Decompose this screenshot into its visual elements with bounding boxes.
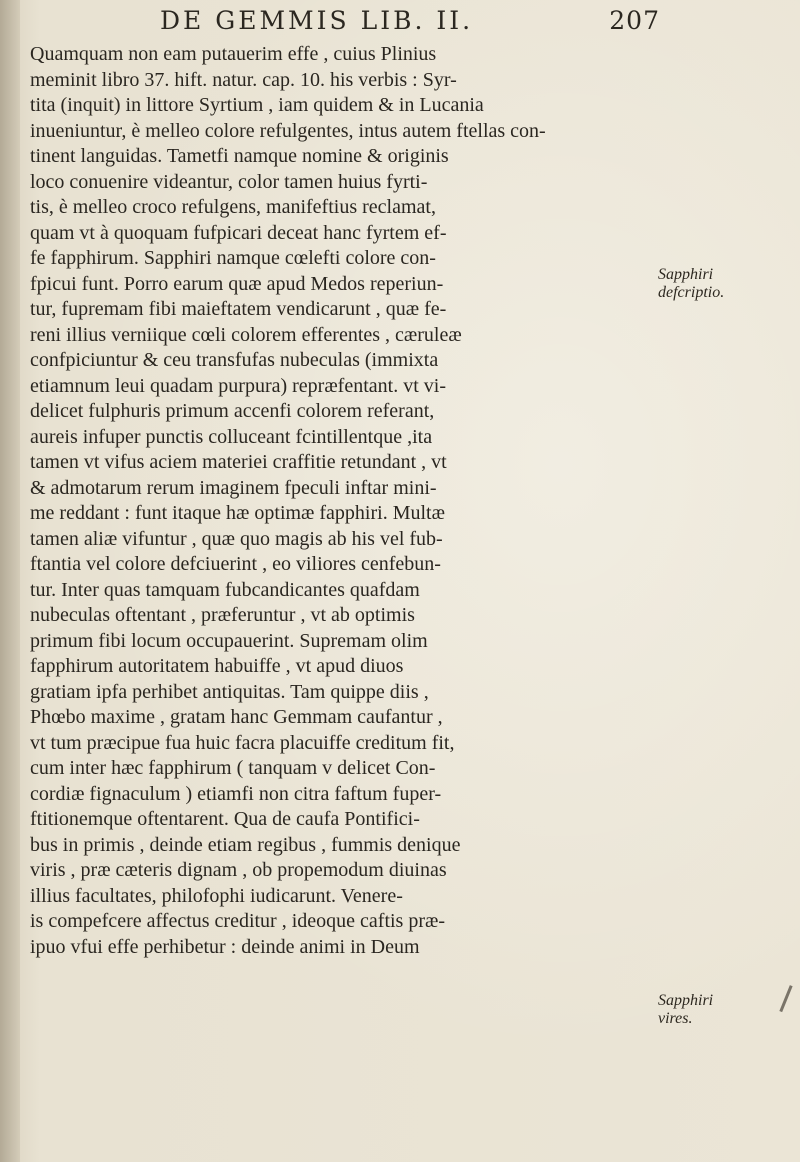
- text-line: Quamquam non eam putauerim effe , cuius Plinius: [30, 43, 437, 65]
- text-line: Phœbo maxime , gratam hanc Gemmam caufantur ,: [30, 706, 443, 728]
- text-line: confpiciuntur & ceu transfufas nubeculas (immixta: [30, 349, 439, 371]
- text-line: gratiam ipfa perhibet antiquitas. Tam quippe diis ,: [30, 680, 429, 703]
- text-line: loco conuenire videantur, color tamen huius fyrti-: [30, 170, 428, 193]
- text-line: illius facultates, philofophi iudicarunt. Venere-: [30, 884, 403, 907]
- text-line: aureis infuper punctis colluceant fcintillentque ,ita: [30, 425, 433, 448]
- text-line: tamen aliæ vifuntur , quæ quo magis ab his vel fub-: [30, 527, 443, 550]
- running-title: DE GEMMIS LIB. II.: [160, 6, 474, 35]
- text-line: tur, fupremam fibi maieftatem vendicarunt , quæ fe-: [30, 298, 447, 320]
- text-line: fpicui funt. Porro earum quæ apud Medos reperiun-: [30, 272, 444, 295]
- text-line: tinent languidas. Tametfi namque nomine & originis: [30, 145, 449, 167]
- text-line: fapphirum autoritatem habuiffe , vt apud diuos: [30, 655, 404, 677]
- margin-note-line: Sapphiri: [658, 266, 714, 283]
- text-line: fe fapphirum. Sapphiri namque cœlefti colore con-: [30, 247, 436, 269]
- text-line: etiamnum leui quadam purpura) repræfentant. vt vi-: [30, 374, 446, 397]
- margin-note-line: vires.: [658, 1010, 693, 1027]
- text-line: is compefcere affectus creditur , ideoque caftis præ-: [30, 910, 445, 932]
- text-line: reni illius verniique cœli colorem efferentes , cæruleæ: [30, 323, 462, 346]
- text-line: inueniuntur, è melleo colore refulgentes, intus autem ftellas con-: [30, 119, 546, 142]
- page-number: 207: [609, 6, 660, 35]
- text-line: bus in primis , deinde etiam regibus , fummis denique: [30, 833, 461, 856]
- text-line: vt tum præcipue fua huic facra placuiffe creditum fit,: [30, 731, 455, 754]
- text-line: ipuo vfui effe perhibetur : deinde animi in Deum: [30, 935, 420, 958]
- text-line: delicet fulphuris primum accenfi colorem referant,: [30, 400, 435, 422]
- text-line: viris , præ cæteris dignam , ob propemodum diuinas: [30, 859, 447, 881]
- text-line: quam vt à quoquam fufpicari deceat hanc fyrtem ef-: [30, 221, 447, 244]
- text-line: & admotarum rerum imaginem fpeculi inftar mini-: [30, 476, 437, 499]
- margin-note-line: Sapphiri: [658, 992, 714, 1009]
- margin-note-description: [658, 266, 798, 302]
- body-text: [30, 42, 652, 960]
- text-line: tur. Inter quas tamquam fubcandicantes quafdam: [30, 578, 420, 601]
- text-line: cordiæ fignaculum ) etiamfi non citra faftum fuper-: [30, 782, 442, 805]
- text-line: nubeculas oftentant , præferuntur , vt ab optimis: [30, 604, 415, 626]
- text-line: primum fibi locum occupauerint. Supremam olim: [30, 629, 428, 652]
- running-header: [160, 6, 660, 42]
- text-line: cum inter hæc fapphirum ( tanquam v delicet Con-: [30, 757, 436, 779]
- text-line: meminit libro 37. hift. natur. cap. 10. his verbis : Syr-: [30, 68, 457, 91]
- text-line: ftantia vel colore defciuerint , eo viliores cenfebun-: [30, 553, 441, 575]
- text-line: ftitionemque oftentarent. Qua de caufa Pontifici-: [30, 808, 420, 830]
- text-line: tamen vt vifus aciem materiei craffitie retundant , vt: [30, 451, 447, 473]
- text-line: me reddant : funt itaque hæ optimæ fapphiri. Multæ: [30, 502, 445, 524]
- text-line: tita (inquit) in littore Syrtium , iam quidem & in Lucania: [30, 94, 484, 116]
- page-gutter: [0, 0, 20, 1162]
- text-line: tis, è melleo croco refulgens, manifeftius reclamat,: [30, 196, 436, 218]
- margin-note-line: defcriptio.: [658, 284, 725, 301]
